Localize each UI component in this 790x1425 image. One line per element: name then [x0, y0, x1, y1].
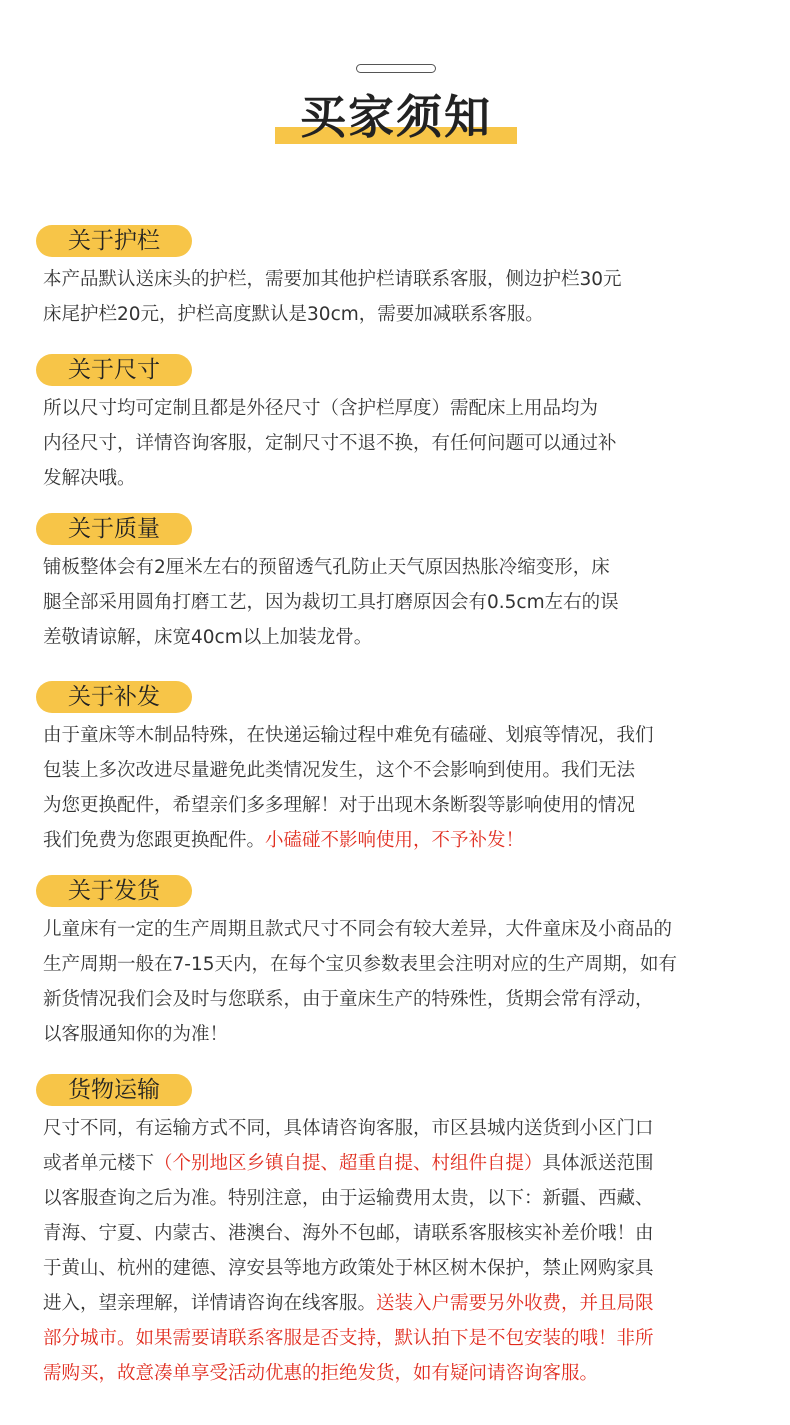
body-line: 由于童床等木制品特殊，在快递运输过程中难免有磕碰、划痕等情况，我们	[43, 725, 654, 746]
body-line	[43, 1146, 766, 1181]
body-text: 或者单元楼下	[43, 1153, 155, 1174]
warning-text: 送装入户需要另外收费，并且局限	[376, 1293, 654, 1314]
body-line	[43, 823, 766, 858]
body-line: 青海、宁夏、内蒙古、港澳台、海外不包邮，请联系客服核实补差价哦！由	[43, 1223, 654, 1244]
body-line: 床尾护栏20元，护栏高度默认是30cm，需要加减联系客服。	[43, 304, 544, 325]
body-line: 包装上多次改进尽量避免此类情况发生，这个不会影响到使用。我们无法	[43, 760, 636, 781]
body-line: 为您更换配件，希望亲们多多理解！对于出现木条断裂等影响使用的情况	[43, 795, 636, 816]
warning-text: （个别地区乡镇自提、超重自提、村组件自提）	[154, 1153, 543, 1174]
warning-text: 小磕碰不影响使用，不予补发！	[265, 830, 525, 851]
body-line: 腿全部采用圆角打磨工艺，因为裁切工具打磨原因会有0.5cm左右的误	[43, 592, 619, 613]
body-line: 新货情况我们会及时与您联系，由于童床生产的特殊性，货期会常有浮动，	[43, 989, 654, 1010]
section-tag: 关于尺寸	[36, 354, 192, 386]
section-body	[36, 550, 766, 655]
body-line	[43, 1286, 766, 1321]
page-title-wrap	[275, 86, 517, 148]
section-reissue	[36, 681, 766, 858]
section-transport	[36, 1074, 766, 1391]
body-line: 内径尺寸，详情咨询客服，定制尺寸不退不换，有任何问题可以通过补	[43, 433, 617, 454]
section-tag: 关于质量	[36, 513, 192, 545]
section-body	[36, 262, 766, 332]
warning-line: 部分城市。如果需要请联系客服是否支持，默认拍下是不包安装的哦！非所	[43, 1328, 654, 1349]
section-size	[36, 354, 766, 496]
body-line: 尺寸不同，有运输方式不同，具体请咨询客服，市区县城内送货到小区门口	[43, 1118, 654, 1139]
section-body	[36, 718, 766, 858]
section-body	[36, 912, 766, 1052]
header-pill-decoration	[356, 64, 436, 73]
body-text: 具体派送范围	[542, 1153, 654, 1174]
section-body	[36, 391, 766, 496]
section-guardrail	[36, 225, 766, 332]
section-tag: 关于护栏	[36, 225, 192, 257]
body-line: 发解决哦。	[43, 468, 136, 489]
body-line: 以客服通知你的为准！	[43, 1024, 229, 1045]
body-text: 进入，望亲理解，详情请咨询在线客服。	[43, 1293, 377, 1314]
body-line: 以客服查询之后为准。特别注意，由于运输费用太贵，以下：新疆、西藏、	[43, 1188, 654, 1209]
body-line: 儿童床有一定的生产周期且款式尺寸不同会有较大差异，大件童床及小商品的	[43, 919, 673, 940]
warning-line: 需购买，故意凑单享受活动优惠的拒绝发货，如有疑问请咨询客服。	[43, 1363, 599, 1384]
body-line: 生产周期一般在7-15天内，在每个宝贝参数表里会注明对应的生产周期，如有	[43, 954, 677, 975]
page-title: 买家须知	[300, 90, 492, 144]
body-text: 我们免费为您跟更换配件。	[43, 830, 266, 851]
section-body	[36, 1111, 766, 1391]
body-line: 差敬请谅解，床宽40cm以上加装龙骨。	[43, 627, 373, 648]
body-line: 本产品默认送床头的护栏，需要加其他护栏请联系客服，侧边护栏30元	[43, 269, 622, 290]
section-tag: 关于发货	[36, 875, 192, 907]
section-tag: 货物运输	[36, 1074, 192, 1106]
section-quality	[36, 513, 766, 655]
body-line: 于黄山、杭州的建德、淳安县等地方政策处于林区树木保护，禁止网购家具	[43, 1258, 654, 1279]
body-line: 铺板整体会有2厘米左右的预留透气孔防止天气原因热胀冷缩变形，床	[43, 557, 610, 578]
section-shipping	[36, 875, 766, 1052]
body-line: 所以尺寸均可定制且都是外径尺寸（含护栏厚度）需配床上用品均为	[43, 398, 599, 419]
section-tag: 关于补发	[36, 681, 192, 713]
